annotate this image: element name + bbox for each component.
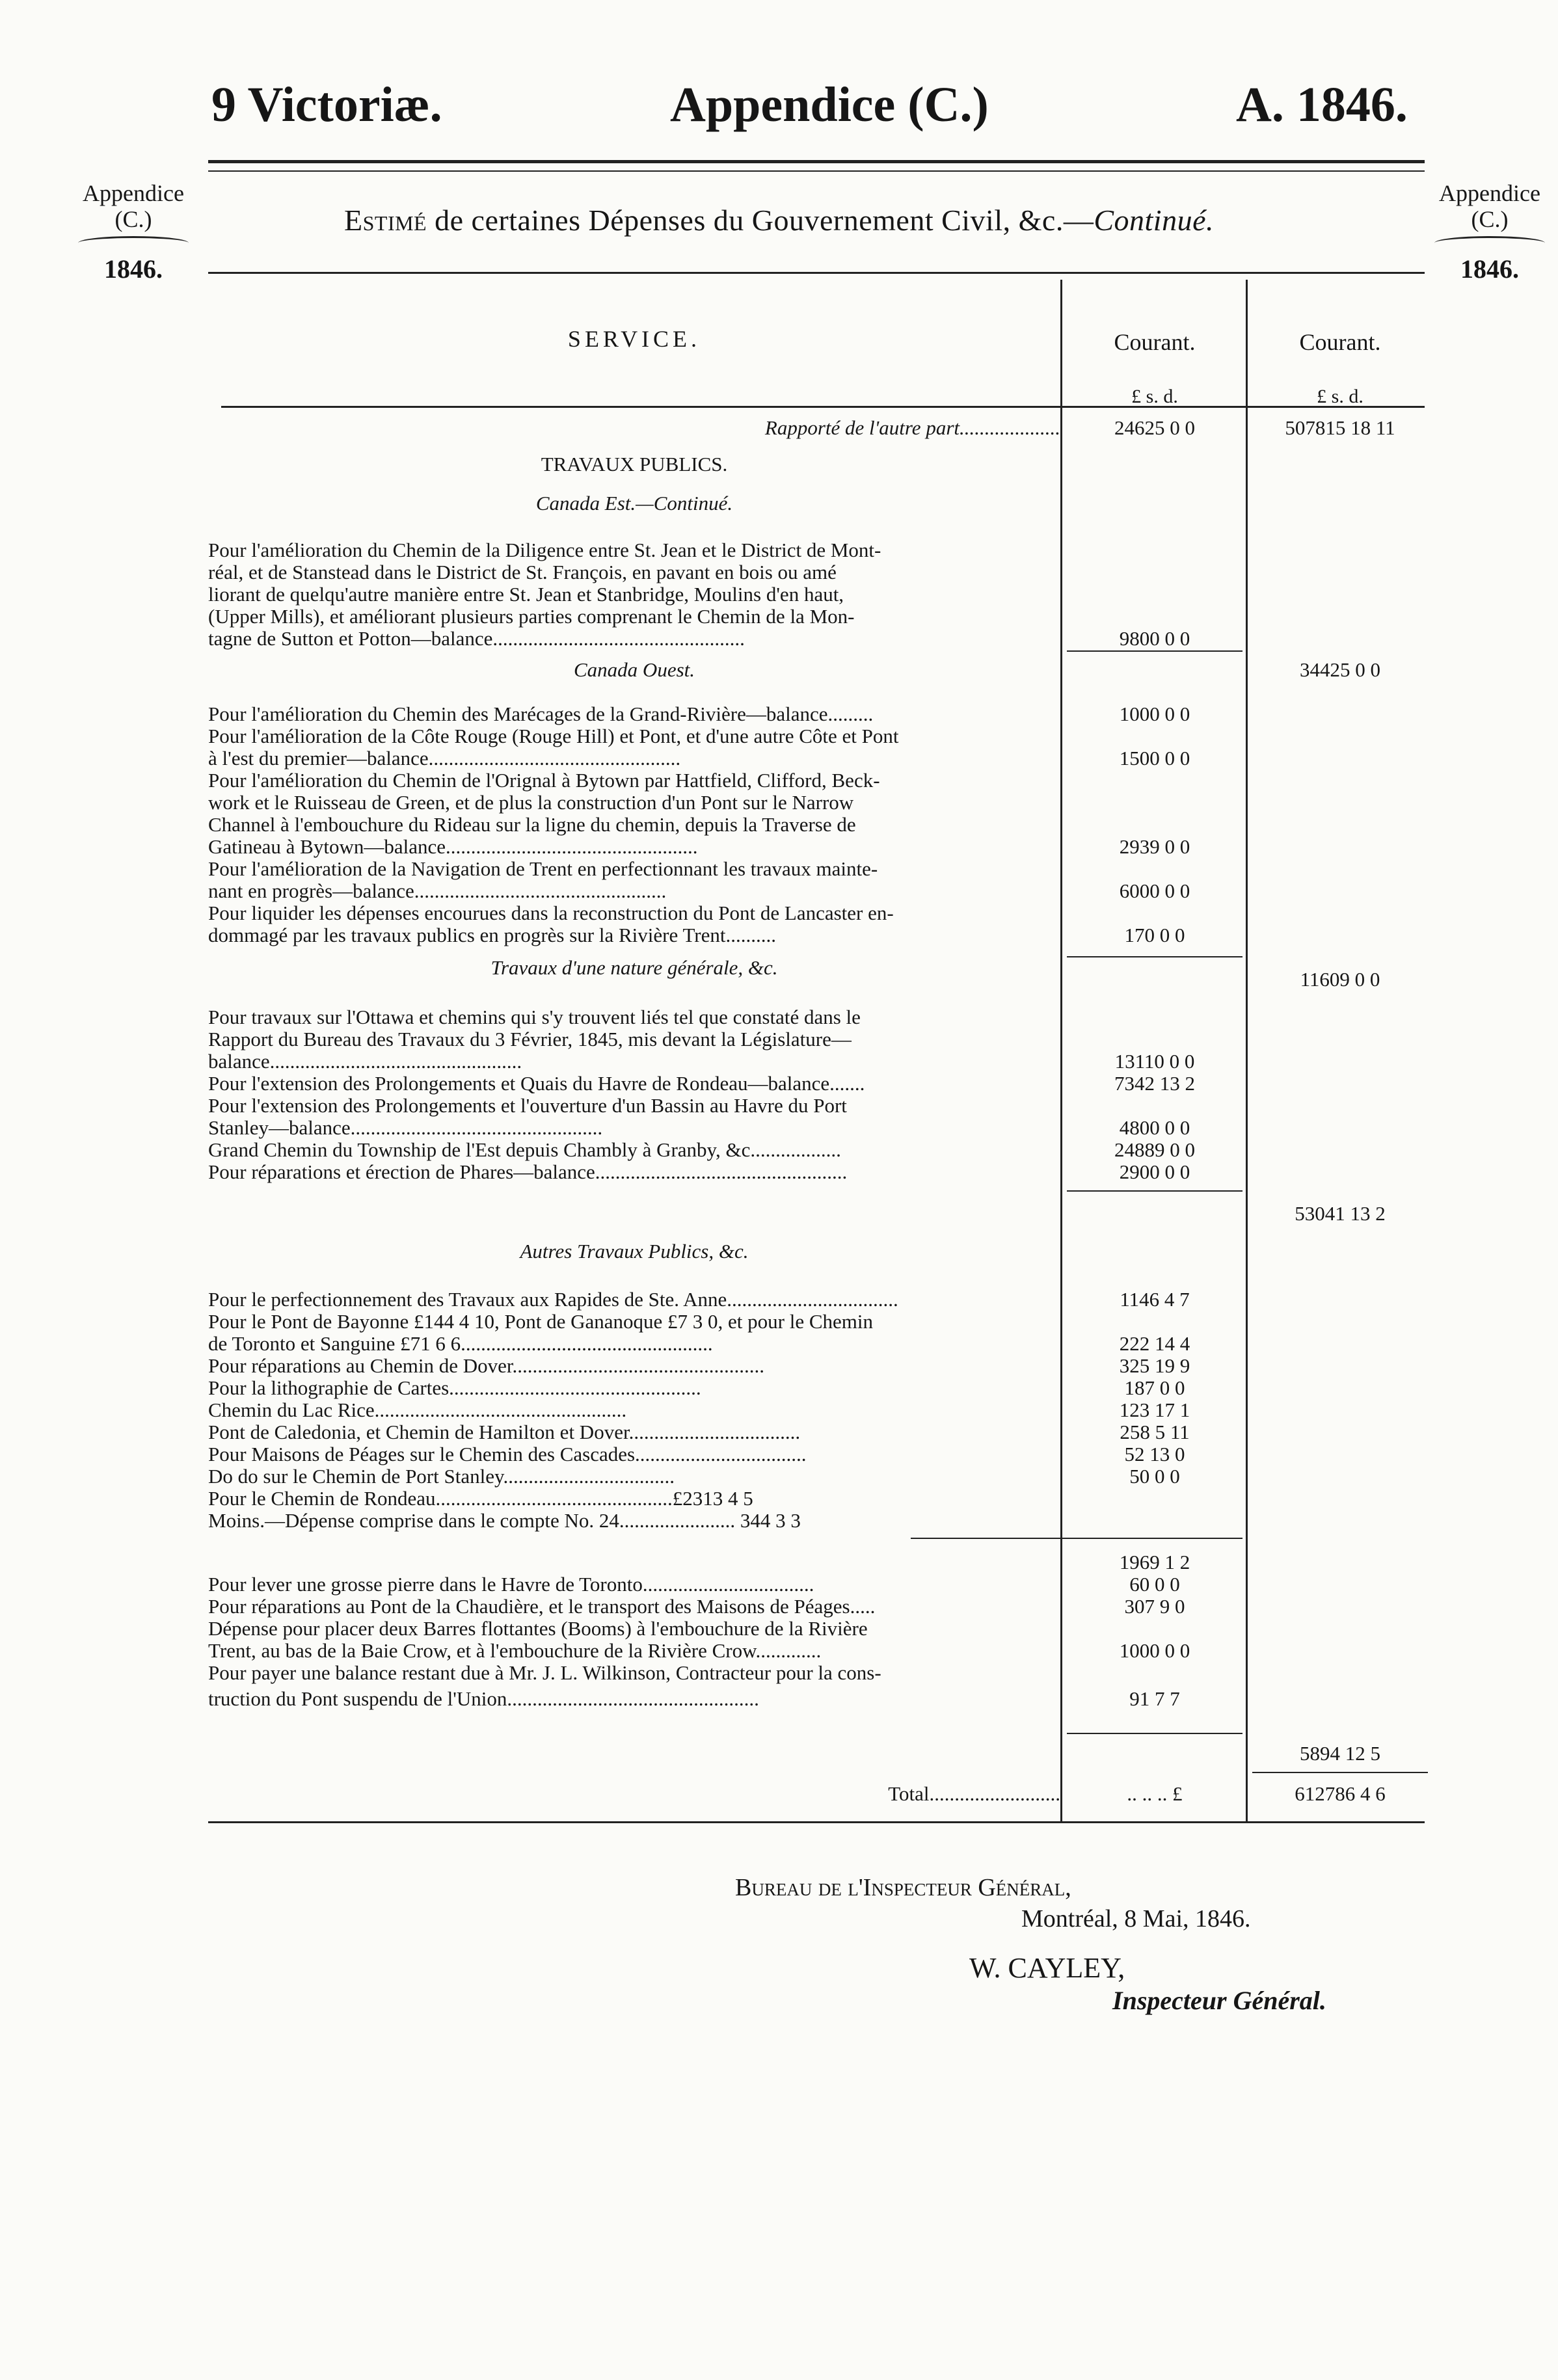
margin-letter: (C.) <box>114 206 152 232</box>
row-description: Canada Ouest. <box>574 658 695 681</box>
row-amount-col1: 307 9 0 <box>1124 1595 1185 1618</box>
subtotal-rule <box>1252 1772 1428 1773</box>
row-description: Moins.—Dépense comprise dans le compte No. 24....................... 344 3 3 <box>208 1509 801 1532</box>
row-description: Pour l'amélioration du Chemin de l'Orignal à Bytown par Hattfield, Clifford, Beck- <box>208 769 880 792</box>
page-title <box>0 203 1558 237</box>
subtotal-rule <box>1067 650 1242 652</box>
subtotal-rule <box>1067 956 1242 957</box>
column-divider-2 <box>1246 280 1248 1821</box>
subtotal-rule <box>1067 1190 1242 1192</box>
table-bottom-rule <box>208 1821 1425 1823</box>
row-amount-col1: 258 5 11 <box>1120 1421 1190 1443</box>
footer-bureau: Bureau de l'Inspecteur Général, <box>735 1874 1071 1901</box>
row-description: Pour réparations et érection de Phares—balance.................................................. <box>208 1160 848 1183</box>
row-amount-col1: 60 0 0 <box>1129 1573 1180 1596</box>
row-description: Travaux d'une nature générale, &c. <box>490 956 778 979</box>
margin-label: Appendice <box>1439 180 1540 206</box>
row-description: Pour la lithographie de Cartes.................................................. <box>208 1376 701 1399</box>
row-amount-col1: 24625 0 0 <box>1114 416 1195 439</box>
row-amount-col1: 13110 0 0 <box>1114 1050 1195 1073</box>
column-header-service: SERVICE. <box>567 326 701 352</box>
row-description: Grand Chemin du Township de l'Est depuis Chambly à Granby, &c.................. <box>208 1138 841 1161</box>
row-description: Trent, au bas de la Baie Crow, et à l'embouchure de la Rivière Crow............. <box>208 1639 822 1662</box>
units-col1: £ s. d. <box>1131 386 1178 407</box>
row-description: de Toronto et Sanguine £71 6 6.................................................. <box>208 1332 713 1355</box>
row-amount-col1: 6000 0 0 <box>1119 879 1190 902</box>
row-description: Autres Travaux Publics, &c. <box>520 1240 749 1263</box>
row-amount-col1: 187 0 0 <box>1124 1376 1185 1399</box>
row-amount-col2: 612786 4 6 <box>1295 1782 1386 1805</box>
row-amount-col1: 9800 0 0 <box>1119 627 1190 650</box>
row-description: Rapporté de l'autre part.................... <box>764 416 1060 439</box>
row-description: Chemin du Lac Rice.................................................. <box>208 1398 627 1421</box>
column-divider-1 <box>1060 280 1062 1821</box>
brace-icon <box>78 236 189 250</box>
margin-year: 1846. <box>1460 254 1519 284</box>
row-description: Pour réparations au Pont de la Chaudière, et le transport des Maisons de Péages..... <box>208 1595 876 1618</box>
units-col2: £ s. d. <box>1317 386 1363 407</box>
row-description: nant en progrès—balance.................................................. <box>208 879 667 902</box>
row-description: (Upper Mills), et améliorant plusieurs parties comprenant le Chemin de la Mon- <box>208 605 855 628</box>
row-description: Total.......................... <box>888 1782 1060 1805</box>
row-amount-col1: 1000 0 0 <box>1119 1639 1190 1662</box>
title-main: de certaines Dépenses du Gouvernement Civil, &c.— <box>427 204 1094 237</box>
row-description: Pour l'amélioration de la Navigation de Trent en perfectionnant les travaux mainte- <box>208 857 878 880</box>
row-description: Stanley—balance.................................................. <box>208 1116 603 1139</box>
footer-place-date: Montréal, 8 Mai, 1846. <box>1021 1905 1251 1932</box>
row-amount-col1: 52 13 0 <box>1124 1443 1185 1465</box>
table-header-rule <box>221 406 1425 408</box>
header-left: 9 Victoriæ. <box>211 77 442 132</box>
row-description: Dépense pour placer deux Barres flottantes (Booms) à l'embouchure de la Rivière <box>208 1617 868 1640</box>
row-amount-col1: 123 17 1 <box>1119 1398 1190 1421</box>
title-prefix: Estimé <box>344 204 427 237</box>
row-amount-col1: 1969 1 2 <box>1119 1551 1190 1573</box>
row-amount-col1: 1146 4 7 <box>1120 1288 1190 1311</box>
row-amount-col1: .. .. .. £ <box>1127 1782 1183 1805</box>
header-right: A. 1846. <box>1236 77 1408 132</box>
column-header-courant-1: Courant. <box>1114 329 1196 355</box>
row-description: Pour lever une grosse pierre dans le Havre de Toronto.................................. <box>208 1573 814 1596</box>
row-description: liorant de quelqu'autre manière entre St. Jean et Stanbridge, Moulins d'en haut, <box>208 583 844 606</box>
column-header-courant-2: Courant. <box>1299 329 1381 355</box>
subtotal-rule <box>1067 1733 1242 1734</box>
row-amount-col1: 50 0 0 <box>1129 1465 1180 1488</box>
row-description: Pour l'extension des Prolongements et Quais du Havre de Rondeau—balance....... <box>208 1072 865 1095</box>
row-description: Do do sur le Chemin de Port Stanley.................................. <box>208 1465 675 1488</box>
row-description: Pour le perfectionnement des Travaux aux Rapides de Ste. Anne.................................. <box>208 1288 898 1311</box>
row-description: Pour payer une balance restant due à Mr. J. L. Wilkinson, Contracteur pour la cons- <box>208 1661 881 1684</box>
row-description: Rapport du Bureau des Travaux du 3 Février, 1845, mis devant la Législature— <box>208 1028 852 1050</box>
footer-signature: W. CAYLEY, <box>969 1952 1125 1984</box>
row-description: réal, et de Stanstead dans le District de St. François, en pavant en bois ou amé <box>208 561 837 583</box>
row-amount-col1: 1000 0 0 <box>1119 702 1190 725</box>
row-description: à l'est du premier—balance.................................................. <box>208 747 681 769</box>
row-description: dommagé par les travaux publics en progrès sur la Rivière Trent.......... <box>208 924 776 946</box>
footer-role: Inspecteur Général. <box>1112 1986 1326 2015</box>
margin-letter: (C.) <box>1471 206 1509 232</box>
row-amount-col2: 507815 18 11 <box>1285 416 1395 439</box>
row-description: Pour réparations au Chemin de Dover.................................................. <box>208 1354 764 1377</box>
header-center: Appendice (C.) <box>670 77 989 132</box>
row-description: Gatineau à Bytown—balance.................................................. <box>208 835 698 858</box>
row-amount-col1: 1500 0 0 <box>1119 747 1190 769</box>
row-description: Pour l'amélioration du Chemin de la Diligence entre St. Jean et le District de Mont- <box>208 539 881 561</box>
row-description: Pont de Caledonia, et Chemin de Hamilton et Dover.................................. <box>208 1421 801 1443</box>
margin-label: Appendice <box>83 180 184 206</box>
header-rule-thin <box>208 170 1425 172</box>
row-description: work et le Ruisseau de Green, et de plus la construction d'un Pont sur le Narrow <box>208 791 854 814</box>
subtotal-rule <box>911 1538 1242 1539</box>
row-description: Channel à l'embouchure du Rideau sur la ligne du chemin, depuis la Traverse de <box>208 813 856 836</box>
row-amount-col2: 11609 0 0 <box>1300 968 1380 991</box>
brace-icon <box>1434 236 1545 250</box>
row-description: Pour Maisons de Péages sur le Chemin des Cascades.................................. <box>208 1443 807 1465</box>
row-description: balance.................................................. <box>208 1050 522 1073</box>
row-amount-col2: 53041 13 2 <box>1295 1202 1386 1225</box>
row-amount-col1: 2900 0 0 <box>1119 1160 1190 1183</box>
row-description: TRAVAUX PUBLICS. <box>541 453 728 475</box>
row-amount-col2: 5894 12 5 <box>1300 1742 1380 1765</box>
row-description: Pour le Pont de Bayonne £144 4 10, Pont de Gananoque £7 3 0, et pour le Chemin <box>208 1310 874 1333</box>
row-amount-col1: 170 0 0 <box>1124 924 1185 946</box>
title-suffix: Continué. <box>1094 204 1214 237</box>
row-amount-col1: 222 14 4 <box>1119 1332 1190 1355</box>
row-amount-col1: 24889 0 0 <box>1114 1138 1195 1161</box>
row-amount-col1: 7342 13 2 <box>1114 1072 1195 1095</box>
row-description: tagne de Sutton et Potton—balance.................................................. <box>208 627 745 650</box>
row-description: Pour liquider les dépenses encourues dans la reconstruction du Pont de Lancaster en- <box>208 902 894 924</box>
row-amount-col2: 34425 0 0 <box>1300 658 1380 681</box>
title-rule <box>208 272 1425 274</box>
margin-year: 1846. <box>104 254 163 284</box>
row-amount-col1: 91 7 7 <box>1129 1687 1180 1710</box>
row-description: Pour l'amélioration de la Côte Rouge (Rouge Hill) et Pont, et d'une autre Côte et Pont <box>208 725 899 747</box>
row-description: Pour l'amélioration du Chemin des Marécages de la Grand-Rivière—balance......... <box>208 702 874 725</box>
row-description: Pour le Chemin de Rondeau...............................................£2313 4 5 <box>208 1487 753 1510</box>
row-description: Pour l'extension des Prolongements et l'ouverture d'un Bassin au Havre du Port <box>208 1094 847 1117</box>
row-description: truction du Pont suspendu de l'Union.................................................. <box>208 1687 759 1710</box>
row-amount-col1: 2939 0 0 <box>1119 835 1190 858</box>
header-rule <box>208 160 1425 163</box>
row-amount-col1: 325 19 9 <box>1119 1354 1190 1377</box>
row-description: Pour travaux sur l'Ottawa et chemins qui s'y trouvent liés tel que constaté dans le <box>208 1006 861 1028</box>
row-amount-col1: 4800 0 0 <box>1119 1116 1190 1139</box>
row-description: Canada Est.—Continué. <box>535 492 733 515</box>
